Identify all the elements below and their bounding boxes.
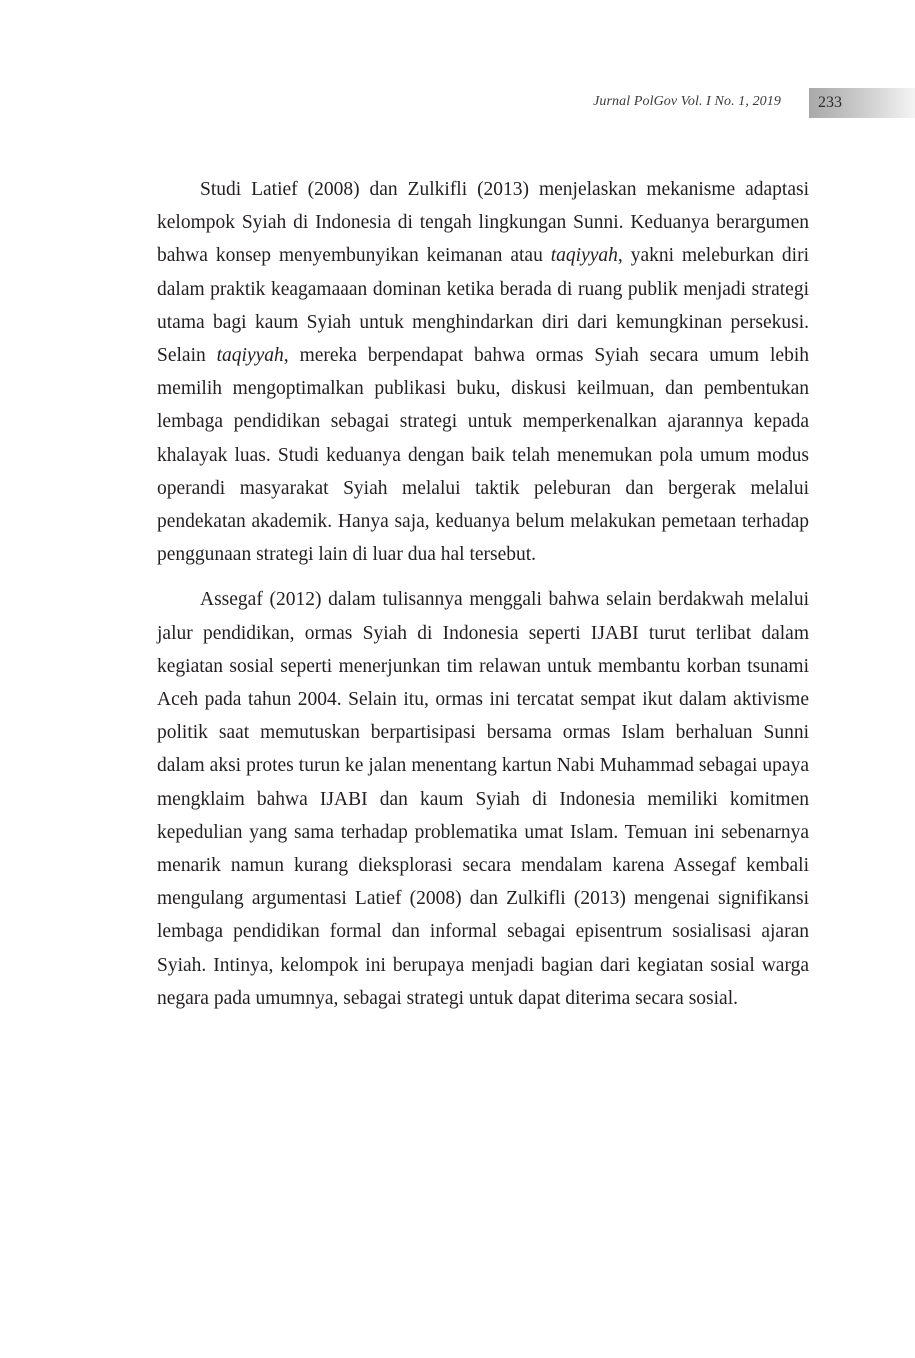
paragraph-2 [157,583,809,1015]
paragraph-1 [157,173,809,571]
page-number-tab [809,88,915,118]
paragraph-2-text: Assegaf (2012) dalam tulisannya menggali bahwa selain berdakwah melalui jalur pendidikan, ormas Syiah di Indonesia seperti IJABI turut terlibat dalam kegiatan sosial seperti menerjunkan tim relawan untuk membantu korban tsunami Aceh pada tahun 2004. Selain itu, ormas ini tercatat sempat ikut dalam aktivisme politik saat memutuskan berpartisipasi bersama ormas Islam berhaluan Sunni dalam aksi protes turun ke jalan menentang kartun Nabi Muhammad sebagai upaya mengklaim bahwa IJABI dan kaum Syiah di Indonesia memiliki komitmen kepedulian yang sama terhadap problematika umat Islam. Temuan ini sebenarnya menarik namun kurang dieksplorasi secara mendalam karena Assegaf kembali mengulang argumentasi Latief (2008) dan Zulkifli (2013) mengenai signifikansi lembaga pendidikan formal dan informal sebagai episentrum sosialisasi ajaran Syiah. Intinya, kelompok ini berupaya menjadi bagian dari kegiatan sosial warga negara pada umumnya, sebagai strategi untuk dapat diterima secara sosial. [157,589,809,1009]
paragraph-1-text: , mereka berpendapat bahwa ormas Syiah secara umum lebih memilih mengoptimalkan publikasi buku, diskusi keilmuan, dan pembentukan lembaga pendidikan sebagai strategi untuk memperkenalkan ajarannya kepada khalayak luas. Studi keduanya dengan baik telah menemukan pola umum modus operandi masyarakat Syiah melalui taktik peleburan dan bergerak melalui pendekatan akademik. Hanya saja, keduanya belum melakukan pemetaan terhadap penggunaan strategi lain di luar dua hal tersebut. [157,345,809,566]
page-number: 233 [818,94,842,111]
paragraph-1-text: Studi Latief (2008) dan Zulkifli (2013) menjelaskan mekanisme adaptasi kelompok Syiah di Indonesia di tengah lingkungan Sunni. Keduanya berargumen bahwa konsep menyembunyikan keimanan atau [157,179,809,267]
italic-term: taqiyyah [550,245,618,267]
running-header-journal: Jurnal PolGov Vol. I No. 1, 2019 [593,94,781,109]
body-text [157,173,809,1015]
paragraph-1-text: , yakni meleburkan diri dalam praktik keagamaaan dominan ketika berada di ruang publik menjadi strategi utama bagi kaum Syiah untuk menghindarkan diri dari kemungkinan persekusi. Selain [157,245,809,367]
italic-term: taqiyyah [216,345,284,367]
